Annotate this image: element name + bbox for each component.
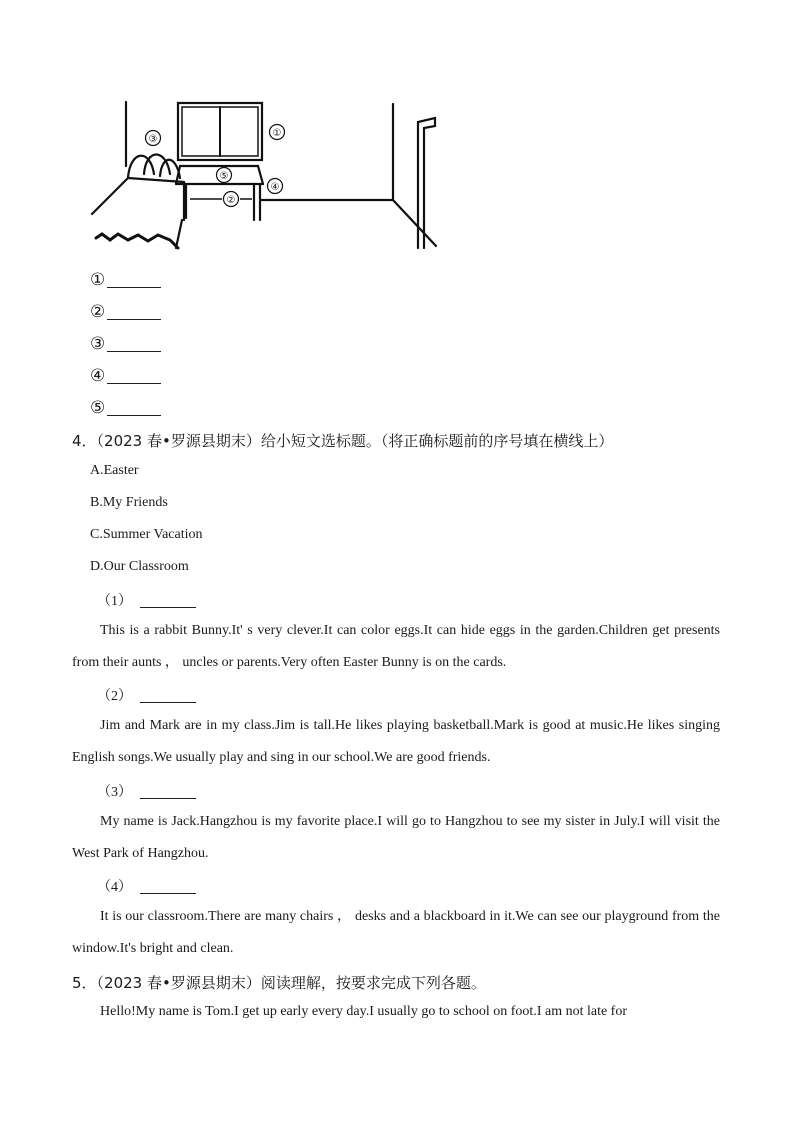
option-c: C.Summer Vacation [90, 527, 203, 542]
option-d: D.Our Classroom [90, 559, 189, 574]
question-5-heading: 5．（2023 春•罗源县期末）阅读理解，按要求完成下列各题。 [72, 974, 486, 992]
subquestion-2[interactable] [97, 685, 196, 705]
circled-number: ② [90, 302, 106, 322]
passage-3: My name is Jack.Hangzhou is my favorite place.I will go to Hangzhou to see my sister in July.I will visit the West Park of Hangzhou. [72, 814, 720, 861]
passage-5: Hello!My name is Tom.I get up early every day.I usually go to school on foot.I am not late for [100, 1004, 628, 1019]
subquestion-label: （1） [97, 594, 132, 609]
number-label [90, 304, 105, 320]
circled-number: ③ [90, 334, 106, 354]
subquestion-label: （2） [97, 689, 132, 704]
circled-number: ① [90, 270, 106, 290]
subquestion-1[interactable] [97, 590, 196, 610]
answer-blank-1[interactable] [90, 269, 161, 291]
answer-blank[interactable] [140, 688, 196, 703]
figure-label-5: ⑤ [219, 171, 229, 182]
question-4-heading: 4．（2023 春•罗源县期末）给小短文选标题。（将正确标题前的序号填在横线上） [72, 432, 614, 450]
blank-line [107, 401, 161, 416]
number-label [90, 272, 105, 288]
figure-label-1: ① [272, 128, 282, 139]
figure-label-2: ② [226, 195, 236, 206]
answer-blank-3[interactable] [90, 333, 161, 355]
option-a: A.Easter [90, 463, 139, 478]
answer-blank-2[interactable] [90, 301, 161, 323]
blank-line [107, 337, 161, 352]
bedroom-illustration [88, 98, 440, 253]
circled-number: ⑤ [90, 398, 106, 418]
passage-2: Jim and Mark are in my class.Jim is tall.He likes playing basketball.Mark is good at music.He likes singing English songs.We usually play and sing in our school.We are good friends. [72, 718, 720, 765]
subquestion-label: （3） [97, 785, 132, 800]
blank-line [107, 369, 161, 384]
answer-blank[interactable] [140, 593, 196, 608]
blank-line [107, 273, 161, 288]
passage-1: This is a rabbit Bunny.It' s very clever.It can color eggs.It can hide eggs in the garden.Children get presents from their aunts ， uncles or parents.Very often Easter Bunny is on the cards. [72, 623, 720, 670]
subquestion-3[interactable] [97, 781, 196, 801]
figure-label-4: ④ [270, 182, 280, 193]
answer-blank-4[interactable] [90, 365, 161, 387]
answer-blank-5[interactable] [90, 397, 161, 419]
blank-line [107, 305, 161, 320]
answer-blank[interactable] [140, 784, 196, 799]
number-label [90, 368, 105, 384]
figure-label-3: ③ [148, 134, 158, 145]
number-label [90, 336, 105, 352]
circled-number: ④ [90, 366, 106, 386]
subquestion-4[interactable] [97, 876, 196, 896]
number-label [90, 400, 105, 416]
option-b: B.My Friends [90, 495, 168, 510]
subquestion-label: （4） [97, 880, 132, 895]
answer-blank[interactable] [140, 879, 196, 894]
passage-4: It is our classroom.There are many chairs ， desks and a blackboard in it.We can see our playground from the window.It's bright and clean. [72, 909, 720, 956]
